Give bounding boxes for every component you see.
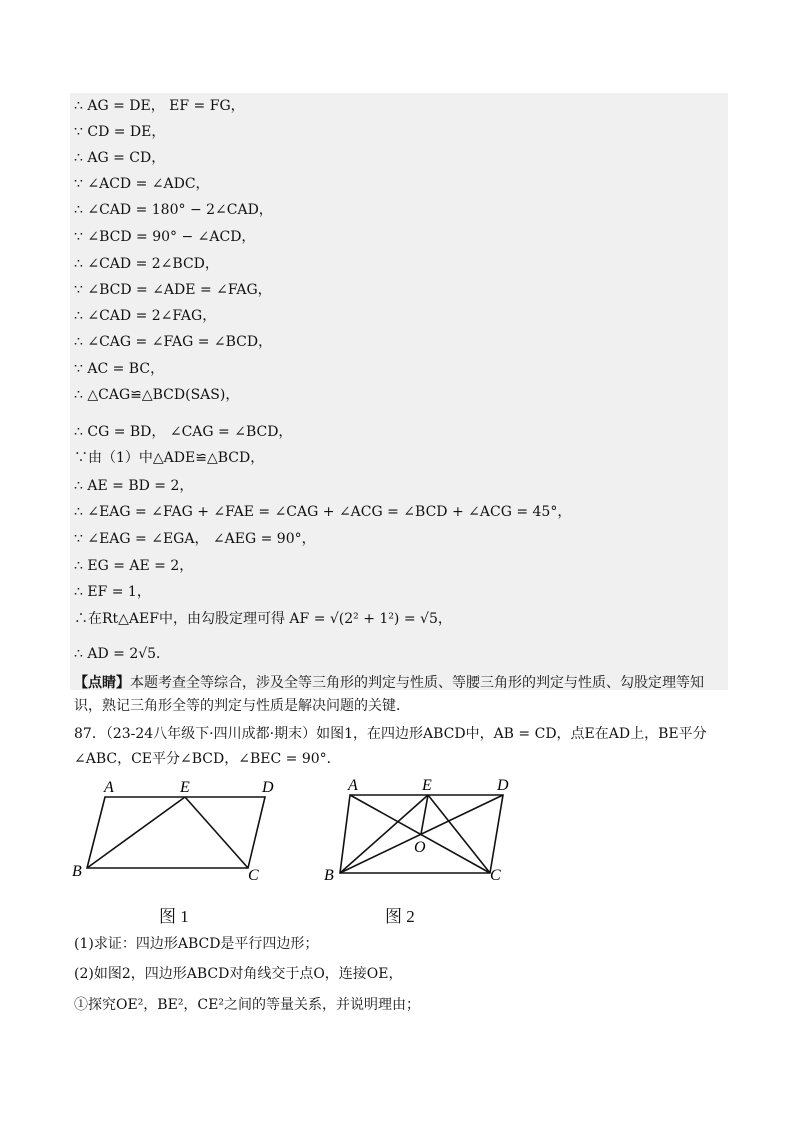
solution-line: ∵ AC = BC， xyxy=(74,361,165,377)
question-1: (1)求证：四边形ABCD是平行四边形； xyxy=(74,936,319,952)
figure-1-caption: 图 1 xyxy=(159,907,189,926)
solution-line: ∴ ∠CAG = ∠FAG = ∠BCD， xyxy=(74,334,273,350)
solution-line: ∴ △CAG≌△BCD(SAS)， xyxy=(74,387,240,403)
solution-line: ∵ ∠EAG = ∠EGA， ∠AEG = 90°， xyxy=(74,531,316,547)
label-o: O xyxy=(414,839,426,856)
label-a: A xyxy=(348,777,358,794)
solution-line: ∴ EG = AE = 2， xyxy=(74,558,194,574)
problem-line-1: 87．（23-24八年级下·四川成都·期末）如图1，在四边形ABCD中，AB = CD，点E在AD上，BE平分 xyxy=(74,726,707,742)
label-a: A xyxy=(104,779,114,796)
solution-line: ∴ ∠CAD = 180° − 2∠CAD， xyxy=(74,202,273,218)
label-e: E xyxy=(422,777,432,794)
label-b: B xyxy=(72,863,82,880)
solution-line: ∴ EF = 1， xyxy=(74,584,151,600)
solution-line: ∴ ∠CAD = 2∠FAG， xyxy=(74,308,217,324)
solution-line: ∴ AG = CD， xyxy=(74,150,166,166)
label-b: B xyxy=(324,867,334,884)
key-point xyxy=(74,672,730,718)
key-point-text: 本题考查全等综合，涉及全等三角形的判定与性质、等腰三角形的判定与性质、勾股定理等知识，熟记三角形全等的判定与性质是解决问题的关键． xyxy=(74,675,704,714)
solution-line: ∵ ∠ACD = ∠ADC， xyxy=(74,176,210,192)
solution-line: ∴ ∠EAG = ∠FAG + ∠FAE = ∠CAG + ∠ACG = ∠BCD + ∠ACG = 45°， xyxy=(74,504,572,520)
solution-line: ∵ CD = DE， xyxy=(74,124,166,140)
label-e: E xyxy=(180,779,190,796)
solution-line: ∴ CG = BD， ∠CAG = ∠BCD， xyxy=(74,424,293,440)
segment-ce xyxy=(185,797,248,868)
question-2: (2)如图2，四边形ABCD对角线交于点O，连接OE， xyxy=(74,966,403,982)
figure-2-caption: 图 2 xyxy=(385,907,415,926)
solution-line: ∵由（1）中△ADE≌△BCD， xyxy=(74,450,265,466)
question-2-part-1: ①探究OE²，BE²，CE²之间的等量关系，并说明理由； xyxy=(74,997,420,1013)
solution-line: ∴ ∠CAD = 2∠BCD， xyxy=(74,256,219,272)
figure-2 xyxy=(320,770,520,890)
segment-ce xyxy=(428,795,490,873)
segment-be xyxy=(340,795,428,873)
label-d: D xyxy=(262,779,274,796)
label-c: C xyxy=(490,867,501,884)
problem-line-2: ∠ABC，CE平分∠BCD，∠BEC = 90°． xyxy=(74,751,341,767)
solution-line: ∴ AD = 2√5． xyxy=(74,646,171,662)
solution-line: ∵ ∠BCD = 90° − ∠ACD， xyxy=(74,229,256,245)
solution-line: ∴在Rt△AEF中，由勾股定理可得 AF = √(2² + 1²) = √5， xyxy=(74,611,452,627)
label-c: C xyxy=(248,867,259,884)
figure-1 xyxy=(70,770,300,890)
solution-line: ∴ AE = BD = 2， xyxy=(74,478,194,494)
label-d: D xyxy=(497,777,509,794)
solution-line: ∴ AG = DE， EF = FG， xyxy=(74,98,245,114)
key-point-label: 【点睛】 xyxy=(74,675,130,691)
solution-line: ∵ ∠BCD = ∠ADE = ∠FAG， xyxy=(74,282,272,298)
